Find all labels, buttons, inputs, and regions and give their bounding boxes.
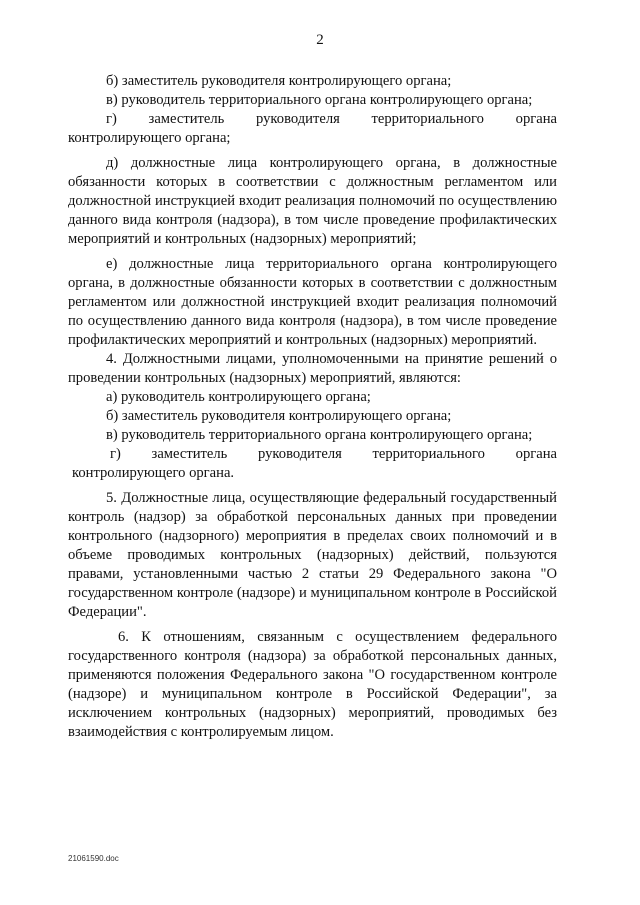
paragraph-g: г) заместитель руководителя территориального органа контролирующего органа; — [68, 111, 557, 146]
document-body — [68, 72, 557, 742]
paragraph-4a: а) руководитель контролирующего органа; — [106, 389, 371, 405]
paragraph-b: б) заместитель руководителя контролирующего органа; — [106, 73, 452, 89]
paragraph-4v: в) руководитель территориального органа контролирующего органа; — [106, 427, 533, 443]
paragraph-4b: б) заместитель руководителя контролирующего органа; — [106, 408, 452, 424]
paragraph-4: 4. Должностными лицами, уполномоченными на принятие решений о проведении контрольных (надзорных) мероприятий, являются: — [68, 351, 557, 386]
paragraph-4g: г) заместитель руководителя территориального органа контролирующего органа. — [72, 446, 557, 481]
paragraph-e: е) должностные лица территориального органа контролирующего органа, в должностные обязанности которых в соответствии с должностным регламентом или должностной инструкцией входит реализация полномочий по осуществлению данного вида контроля (надзора), в том числе проведение профилактических мероприятий и контрольных (надзорных) мероприятий. — [68, 256, 557, 348]
paragraph-v: в) руководитель территориального органа контролирующего органа; — [106, 92, 533, 108]
paragraph-5: 5. Должностные лица, осуществляющие федеральный государственный контроль (надзор) за обработкой персональных данных при проведении контрольного (надзорного) мероприятия в пределах своих полномочий и в объеме проводимых контрольных (надзорных) действий, пользуются правами, установленными частью 2 статьи 29 Федерального закона "О государственном контроле (надзоре) и муниципальном контроле в Российской Федерации". — [68, 490, 557, 620]
paragraph-d: д) должностные лица контролирующего органа, в должностные обязанности которых в соответствии с должностным регламентом или должностной инструкцией входит реализация полномочий по осуществлению данного вида контроля (надзора), в том числе проведение профилактических мероприятий и контрольных (надзорных) мероприятий; — [68, 155, 557, 247]
file-code: 21061590.doc — [68, 854, 119, 863]
page-number: 2 — [316, 32, 324, 48]
paragraph-6: 6. К отношениям, связанным с осуществлением федерального государственного контроля (надзора) за обработкой персональных данных, применяются положения Федерального закона "О государственном контроле (надзоре) и муниципальном контроле в Российской Федерации", за исключением контрольных (надзорных) мероприятий, проводимых без взаимодействия с контролируемым лицом. — [68, 629, 557, 740]
